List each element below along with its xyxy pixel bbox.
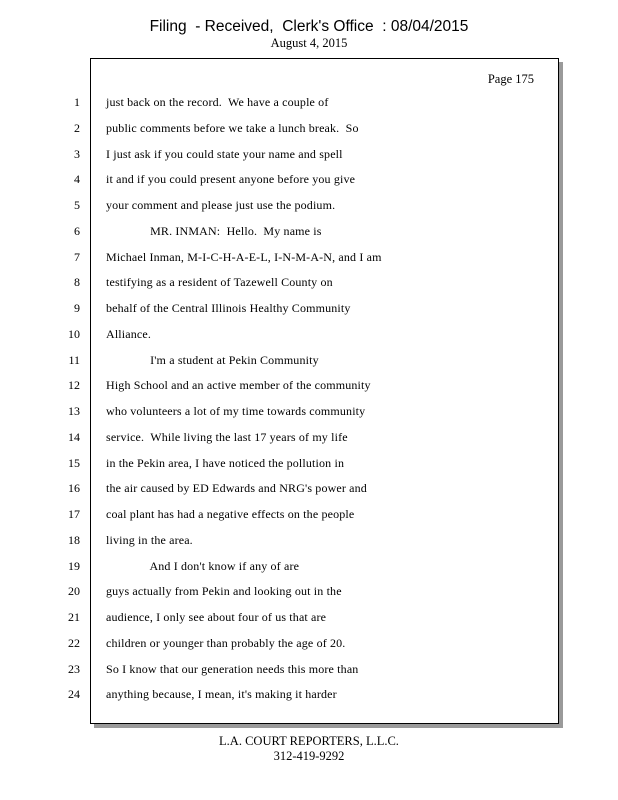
transcript-line: audience, I only see about four of us that are xyxy=(106,610,327,624)
transcript-line: coal plant has had a negative effects on the people xyxy=(106,507,355,521)
line-number: 1 xyxy=(74,95,80,109)
transcript-line: Alliance. xyxy=(106,327,151,341)
line-number: 19 xyxy=(68,559,80,573)
line-number: 20 xyxy=(68,584,80,598)
transcript-line: your comment and please just use the podium. xyxy=(106,198,336,212)
transcript-line: behalf of the Central Illinois Healthy Community xyxy=(106,301,351,315)
transcript-line: who volunteers a lot of my time towards community xyxy=(106,404,366,418)
line-number: 18 xyxy=(68,533,80,547)
line-number: 4 xyxy=(74,172,80,186)
transcript-line: High School and an active member of the community xyxy=(106,378,371,392)
footer-phone: 312-419-9292 xyxy=(273,749,345,763)
transcript-line: And I don't know if any of are xyxy=(106,559,300,573)
transcript-line: children or younger than probably the age of 20. xyxy=(106,636,346,650)
page-number: Page 175 xyxy=(487,72,534,86)
line-number: 14 xyxy=(68,430,80,444)
transcript-line: public comments before we take a lunch break. So xyxy=(106,121,359,135)
transcript-line: So I know that our generation needs this more than xyxy=(106,662,359,676)
line-number: 7 xyxy=(74,250,80,264)
line-number: 17 xyxy=(68,507,80,521)
transcript-line: in the Pekin area, I have noticed the pollution in xyxy=(106,456,345,470)
header-date: August 4, 2015 xyxy=(270,36,348,50)
line-number: 11 xyxy=(68,353,80,367)
line-number: 6 xyxy=(74,224,80,238)
line-number: 12 xyxy=(68,378,80,392)
line-number: 2 xyxy=(74,121,80,135)
line-number: 21 xyxy=(68,610,80,624)
transcript-line: just back on the record. We have a couple of xyxy=(106,95,329,109)
transcript-line: I'm a student at Pekin Community xyxy=(106,353,319,367)
transcript-line: it and if you could present anyone before you give xyxy=(106,172,356,186)
line-number: 10 xyxy=(68,327,80,341)
transcript-line: living in the area. xyxy=(106,533,193,547)
transcript-line: the air caused by ED Edwards and NRG's power and xyxy=(106,481,367,495)
filing-stamp: Filing - Received, Clerk's Office : 08/04/2015 xyxy=(149,18,469,35)
line-number: 3 xyxy=(74,147,80,161)
line-number: 23 xyxy=(68,662,80,676)
transcript-line: testifying as a resident of Tazewell County on xyxy=(106,275,333,289)
line-number: 16 xyxy=(68,481,80,495)
transcript-line: anything because, I mean, it's making it harder xyxy=(106,687,337,701)
line-number: 24 xyxy=(68,687,80,701)
transcript-line: MR. INMAN: Hello. My name is xyxy=(106,224,322,238)
line-number: 9 xyxy=(74,301,80,315)
line-number: 5 xyxy=(74,198,80,212)
transcript-line: I just ask if you could state your name and spell xyxy=(106,147,343,161)
transcript-line: Michael Inman, M-I-C-H-A-E-L, I-N-M-A-N, and I am xyxy=(106,250,382,264)
line-number: 13 xyxy=(68,404,80,418)
line-number: 15 xyxy=(68,456,80,470)
transcript-line: guys actually from Pekin and looking out in the xyxy=(106,584,342,598)
line-number: 8 xyxy=(74,275,80,289)
line-number: 22 xyxy=(68,636,80,650)
transcript-line: service. While living the last 17 years of my life xyxy=(106,430,348,444)
footer-company: L.A. COURT REPORTERS, L.L.C. xyxy=(219,734,399,748)
